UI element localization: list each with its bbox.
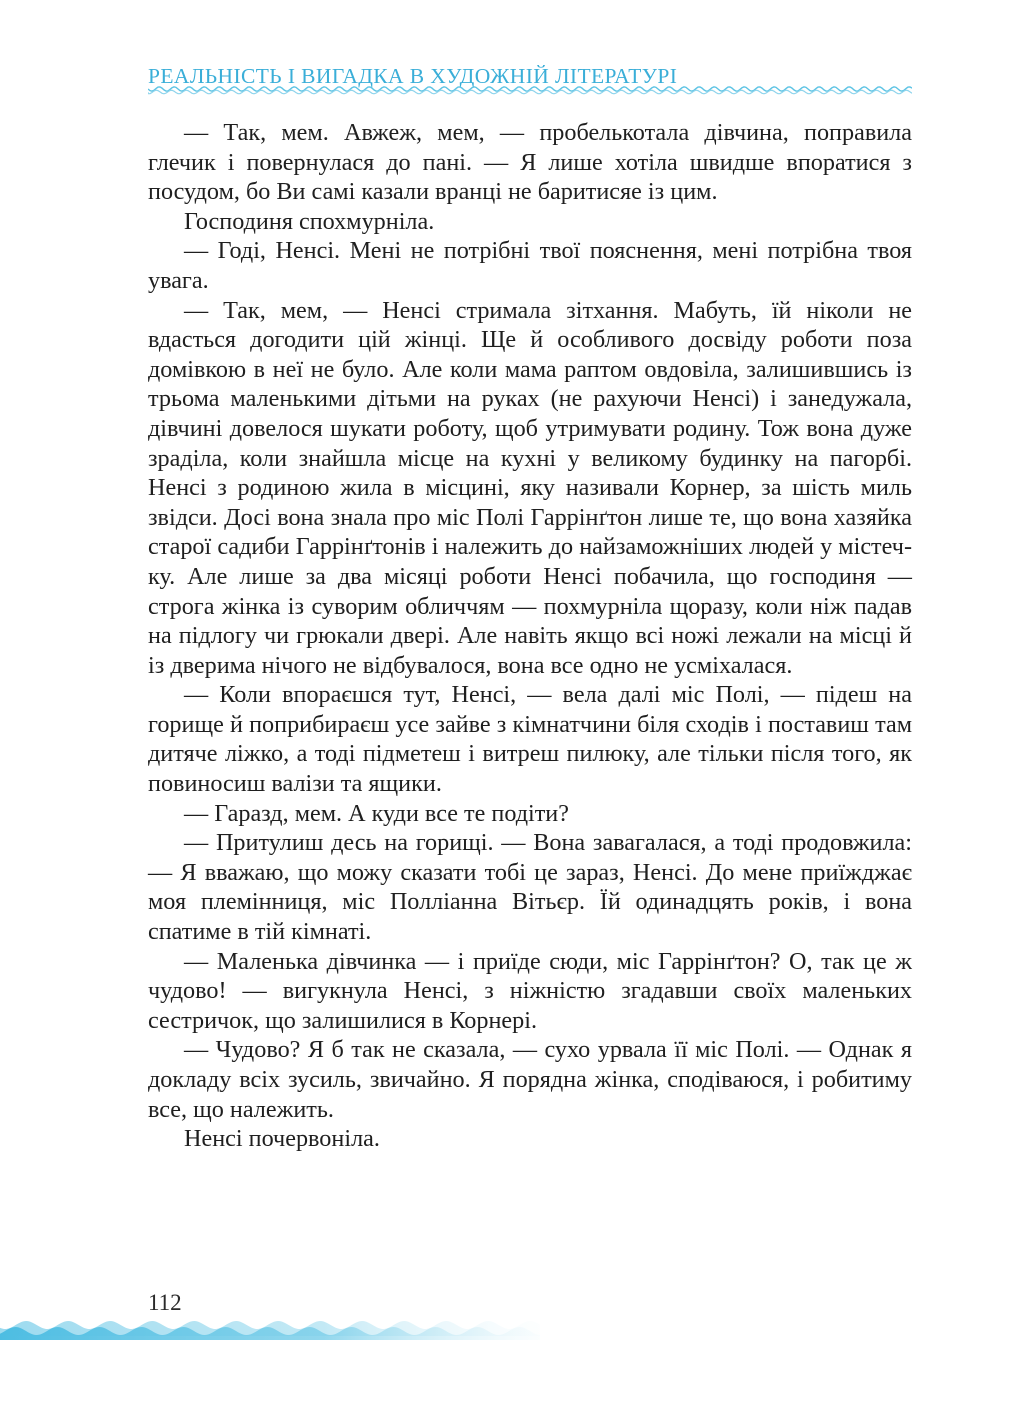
paragraph: Ненсі почервоніла. (184, 1125, 380, 1153)
page-number: 112 (148, 1290, 182, 1315)
paragraph: — Годі, Ненсі. Мені не потрібні твої пояснення, мені потрібна твоя увага. (148, 237, 912, 294)
body-text (148, 118, 912, 1154)
footer-wave-ornament (0, 1316, 540, 1346)
paragraph: — Коли впораєшся тут, Ненсі, — вела далі міс Полі, — підеш на горище й поприбираєш усе зайве з кімнатчини біля сходів і поставиш там дитяче ліжко, а тоді підметеш і витреш пилюку, але тільки після того, як повиносиш валізи та ящики. (148, 681, 912, 798)
paragraph: — Притулиш десь на горищі. — Вона завагалася, а тоді продовжила: — Я вважаю, що можу сказати тобі це зараз, Ненсі. До мене приїжджає моя племінниця, міс Полліанна Вітьєр. Їй одинадцять років, і вона спатиме в тій кімнаті. (148, 829, 912, 946)
header-wave-ornament (148, 84, 912, 96)
running-header: РЕАЛЬНІСТЬ І ВИГАДКА В ХУДОЖНІЙ ЛІТЕРАТУРІ (148, 64, 678, 88)
paragraph: — Чудово? Я б так не сказала, — сухо урвала її міс Полі. — Однак я докладу всіх зусиль, звичайно. Я порядна жінка, сподіваюся, і робитиму все, що належить. (148, 1036, 912, 1123)
paragraph: — Гаразд, мем. А куди все те подіти? (184, 799, 569, 827)
paragraph: — Маленька дівчинка — і приїде сюди, міс Гаррінґтон? О, так це ж чудово! — вигукнула Ненсі, з ніжністю згадавши своїх маленьких сестричок, що залишилися в Корнері. (148, 947, 912, 1034)
paragraph: — Так, мем, — Ненсі стримала зітхання. Мабуть, їй ніколи не вдасться догодити цій жінці. Ще й особливого досвіду роботи поза домівкою в неї не було. Але коли мама раптом овдовіла, залишившись із трьома маленькими дітьми на руках (не рахуючи Ненсі) і занедужала, дівчині довелося шукати роботу, щоб утримувати родину. Тож вона дуже зраділа, коли знайшла місце на кухні у великому будинку на пагорбі. Ненсі з родиною жила в місцині, яку називали Корнер, за шість миль звідси. Досі вона знала про міс Полі Гаррінґтон лише те, що вона хазяйка старої садиби Гаррінґтонів і належить до найзаможніших людей у містечку. Але лише за два місяці роботи Ненсі побачила, що господиня — строга жінка із суворим обличчям — похмурніла щоразу, коли ніж падав на підлогу чи грюкали двері. Але навіть якщо всі ножі лежали на місці й із дверима нічого не відбувалося, вона все одно не усміхалася. (148, 296, 912, 679)
paragraph: Господиня спохмурніла. (184, 207, 435, 235)
paragraph: — Так, мем. Авжеж, мем, — пробелькотала дівчина, поправила глечик і повернулася до пані. — Я лише хотіла швидше впоратися з посудом, бо Ви самі казали вранці не баритисяе із цим. (148, 119, 912, 206)
